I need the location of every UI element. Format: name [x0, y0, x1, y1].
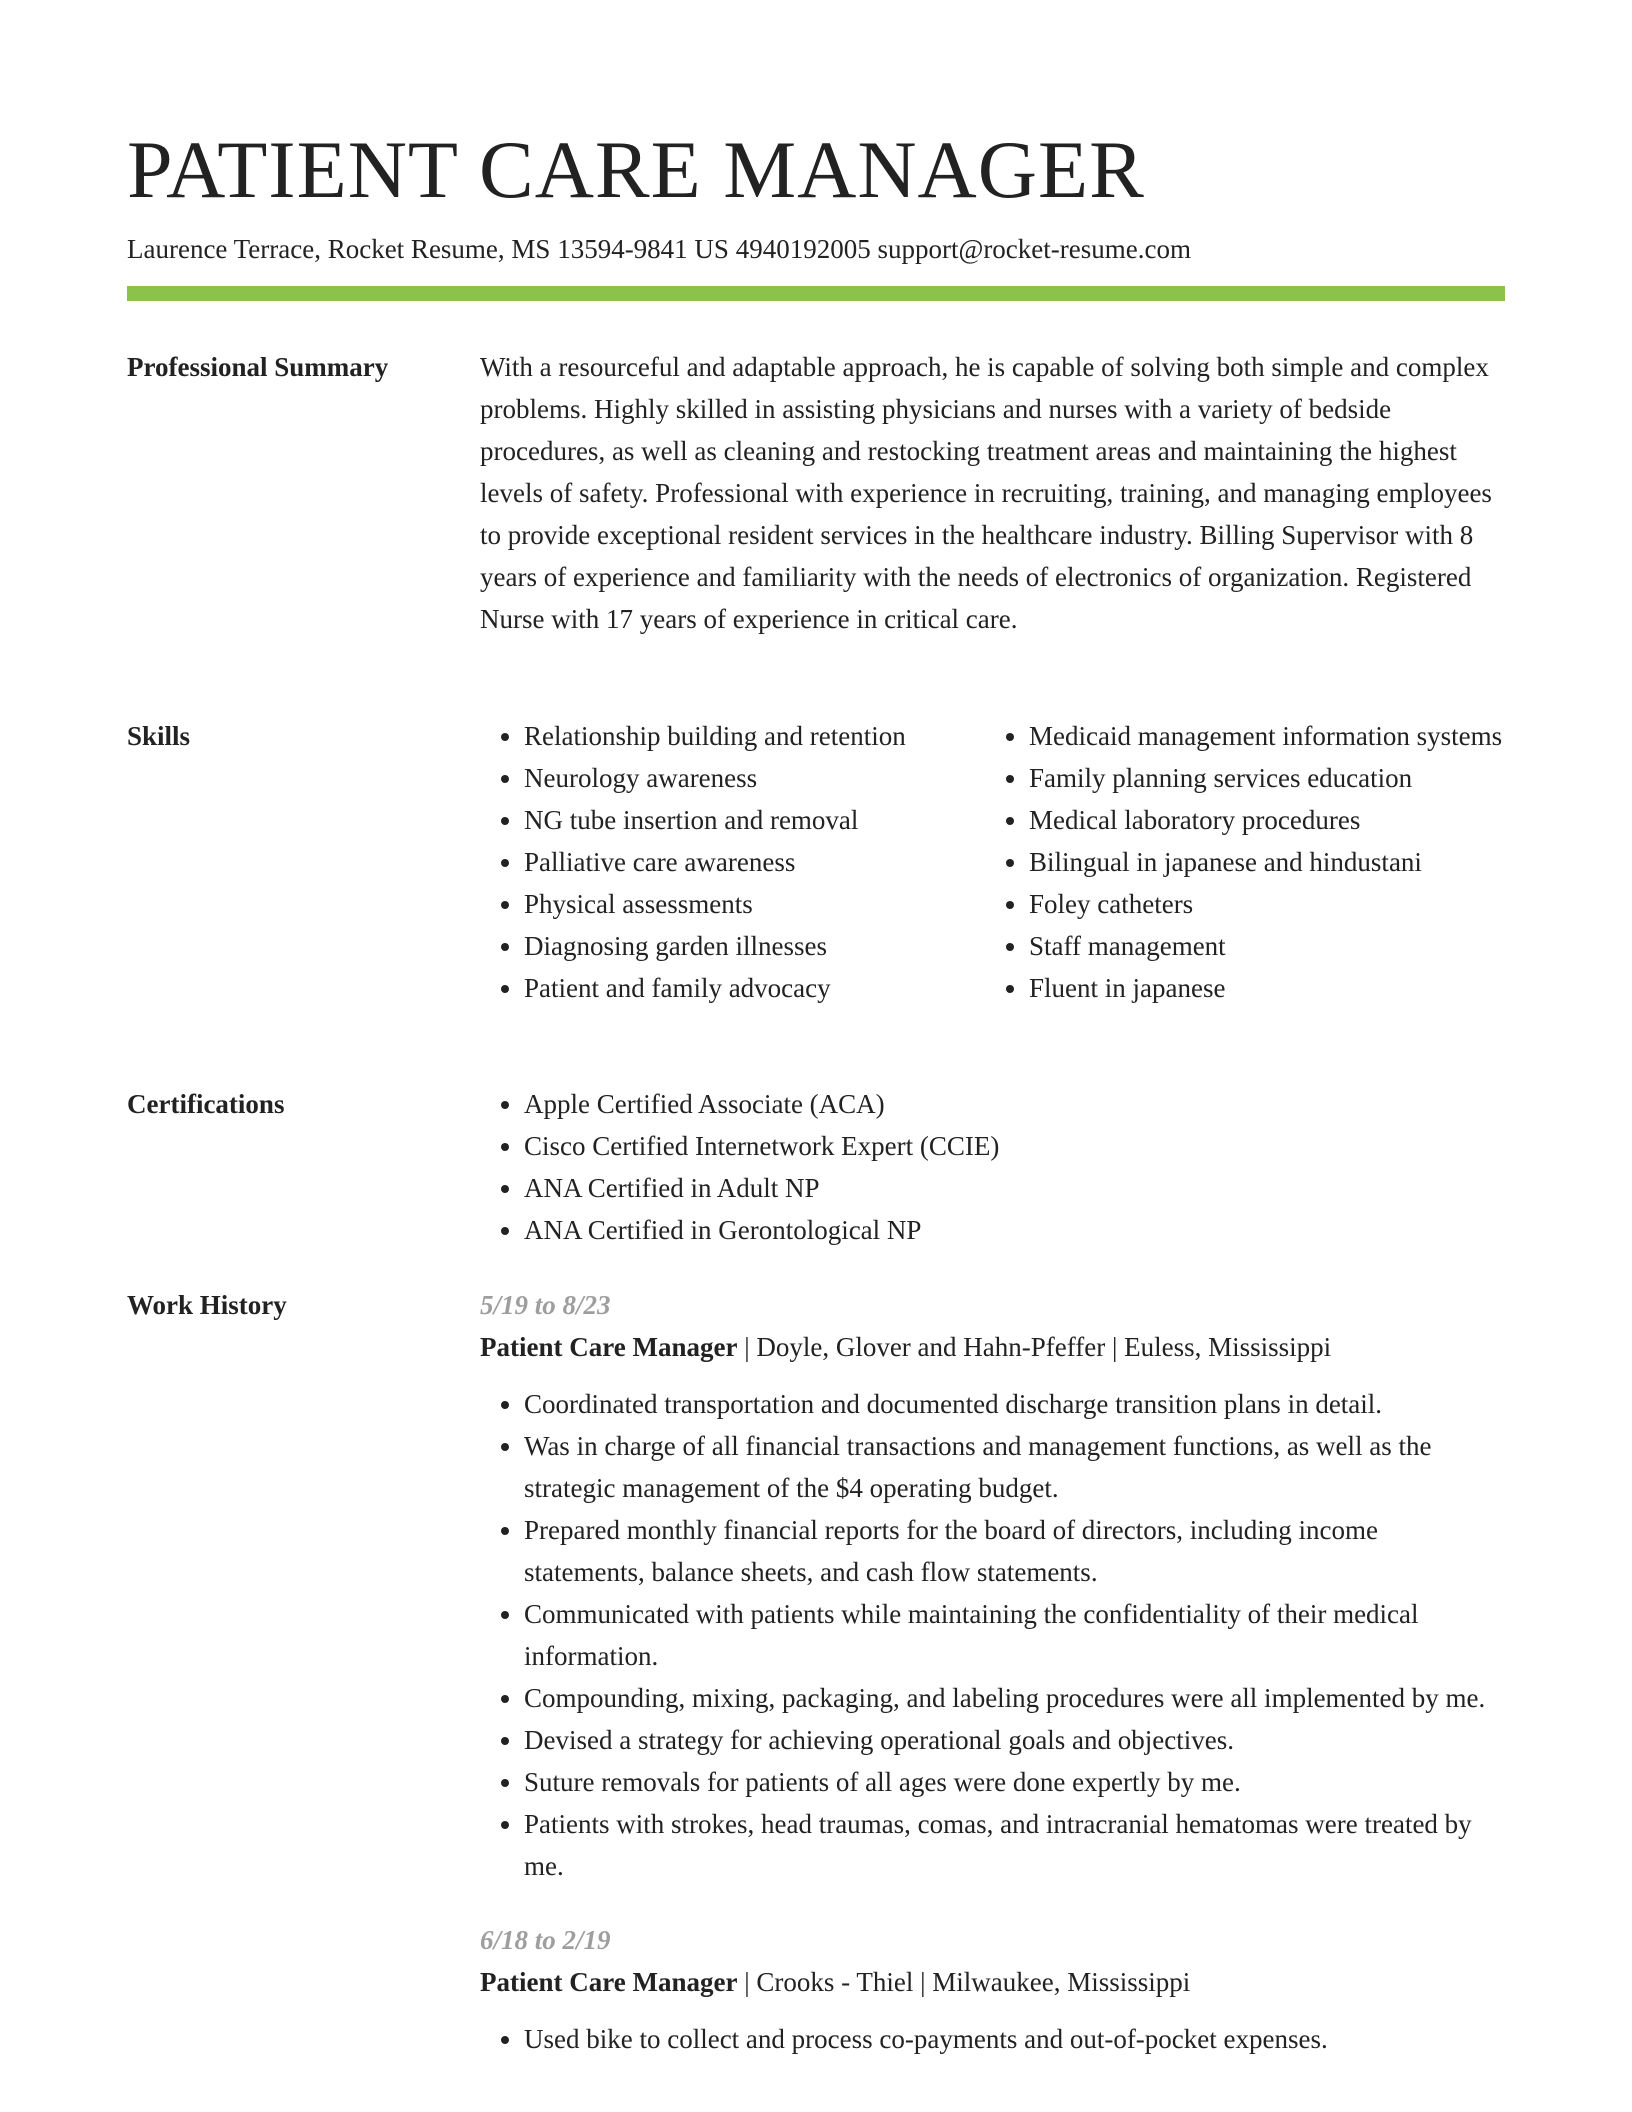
skill-item: • Staff management	[1029, 925, 1505, 967]
job-bullet: • Prepared monthly financial reports for the board of directors, including income statements, balance sheets, and cash flow statements.	[524, 1509, 1505, 1593]
certifications-body	[480, 1083, 1505, 1251]
skill-item: • Bilingual in japanese and hindustani	[1029, 841, 1505, 883]
skill-item: • Physical assessments	[524, 883, 985, 925]
job-bullets	[480, 2018, 1505, 2060]
certification-item: • ANA Certified in Adult NP	[524, 1167, 1505, 1209]
certification-item: • Cisco Certified Internetwork Expert (CCIE)	[524, 1125, 1505, 1167]
skills-label: Skills	[127, 721, 191, 751]
job-title: Patient Care Manager	[480, 1332, 738, 1362]
job-employer-location: | Crooks - Thiel | Milwaukee, Mississippi	[737, 1967, 1191, 1997]
summary-label: Professional Summary	[127, 352, 389, 382]
skill-item: • Patient and family advocacy	[524, 967, 985, 1009]
summary-text: With a resourceful and adaptable approach, he is capable of solving both simple and complex problems. Highly skilled in assisting physicians and nurses with a variety of bedside procedures, as well as cleaning and restocking treatment areas and maintaining the highest levels of safety. Professional with experience in recruiting, training, and managing employees to provide exceptional resident services in the healthcare industry. Billing Supervisor with 8 years of experience and familiarity with the needs of electronics of organization. Registered Nurse with 17 years of experience in critical care.	[480, 352, 1492, 634]
header-accent-rule	[127, 286, 1505, 301]
skill-item: • Medicaid management information systems	[1029, 715, 1505, 757]
job-title: Patient Care Manager	[480, 1967, 738, 1997]
job-bullets	[480, 1383, 1505, 1887]
job-bullet: • Communicated with patients while maintaining the confidentiality of their medical information.	[524, 1593, 1505, 1677]
resume-title: PATIENT CARE MANAGER	[127, 124, 1145, 215]
skill-item: • Diagnosing garden illnesses	[524, 925, 985, 967]
job-bullet: • Was in charge of all financial transactions and management functions, as well as the strategic management of the $4 operating budget.	[524, 1425, 1505, 1509]
skills-body	[480, 715, 1505, 1009]
job-entry	[480, 1919, 1505, 2060]
summary-body	[480, 346, 1505, 640]
job-bullet: • Used bike to collect and process co-payments and out-of-pocket expenses.	[524, 2018, 1505, 2060]
skill-item: • Family planning services education	[1029, 757, 1505, 799]
work-history-label: Work History	[127, 1290, 287, 1320]
certifications-list	[480, 1083, 1505, 1251]
job-entry	[480, 1284, 1505, 1887]
job-bullet: • Suture removals for patients of all ages were done expertly by me.	[524, 1761, 1505, 1803]
skill-item: • Foley catheters	[1029, 883, 1505, 925]
skill-item: • Medical laboratory procedures	[1029, 799, 1505, 841]
job-bullet: • Coordinated transportation and documented discharge transition plans in detail.	[524, 1383, 1505, 1425]
certification-item: • Apple Certified Associate (ACA)	[524, 1083, 1505, 1125]
skills-list-right	[985, 715, 1505, 1009]
work-history-body	[480, 1284, 1505, 2060]
job-heading	[480, 1961, 1505, 2003]
job-bullet: • Patients with strokes, head traumas, comas, and intracranial hematomas were treated by me.	[524, 1803, 1505, 1887]
job-dates: 6/18 to 2/19	[480, 1925, 611, 1955]
contact-line: Laurence Terrace, Rocket Resume, MS 13594-9841 US 4940192005 support@rocket-resume.com	[127, 234, 1191, 264]
certifications-label: Certifications	[127, 1089, 285, 1119]
job-dates: 5/19 to 8/23	[480, 1290, 611, 1320]
certification-item: • ANA Certified in Gerontological NP	[524, 1209, 1505, 1251]
job-bullet: • Compounding, mixing, packaging, and labeling procedures were all implemented by me.	[524, 1677, 1505, 1719]
job-bullet: • Devised a strategy for achieving operational goals and objectives.	[524, 1719, 1505, 1761]
job-employer-location: | Doyle, Glover and Hahn-Pfeffer | Euless, Mississippi	[737, 1332, 1332, 1362]
skill-item: • Neurology awareness	[524, 757, 985, 799]
skill-item: • Palliative care awareness	[524, 841, 985, 883]
skill-item: • Relationship building and retention	[524, 715, 985, 757]
job-heading	[480, 1326, 1505, 1368]
skills-list-left	[480, 715, 985, 1009]
skill-item: • NG tube insertion and removal	[524, 799, 985, 841]
skill-item: • Fluent in japanese	[1029, 967, 1505, 1009]
